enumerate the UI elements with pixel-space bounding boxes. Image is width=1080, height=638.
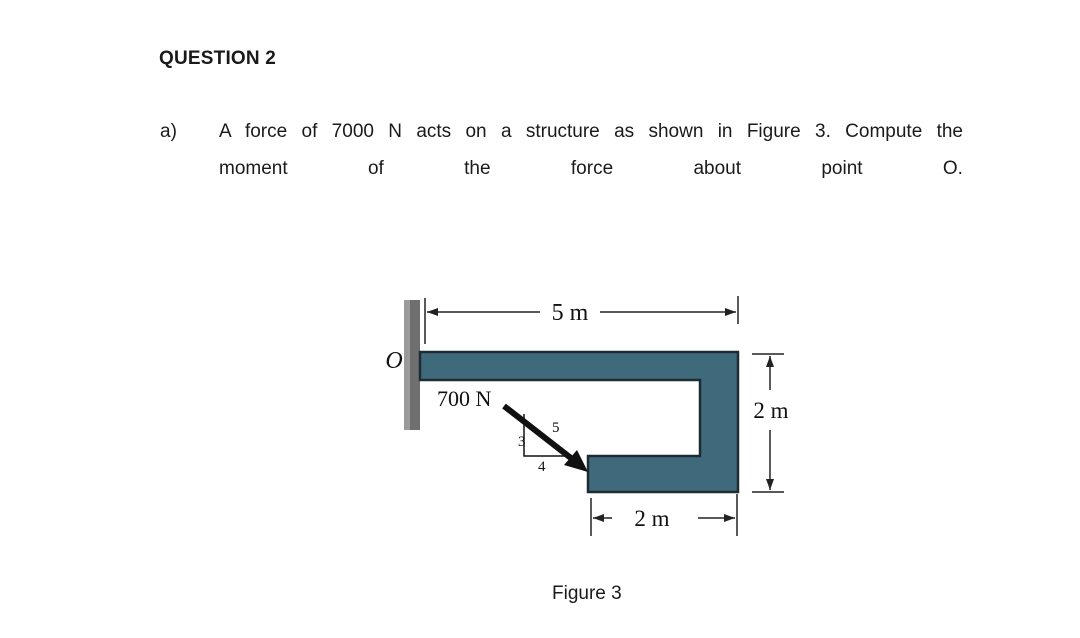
- bent-bar-structure: [420, 352, 738, 492]
- top-dimension-label: 5 m: [551, 300, 589, 326]
- bottom-dimension-label: 2 m: [634, 506, 670, 531]
- word: of: [367, 158, 384, 179]
- slope-run-label: 4: [538, 459, 546, 475]
- point-o-label: O: [385, 348, 403, 374]
- dim-arrowhead: [724, 514, 735, 522]
- word: about: [693, 158, 742, 179]
- wall-hatch: [404, 300, 410, 430]
- question-title: QUESTION 2: [159, 48, 277, 69]
- word: force: [570, 158, 614, 179]
- problem-text-line-2: [219, 158, 963, 180]
- dim-arrowhead: [725, 308, 736, 316]
- height-dimension-label: 2 m: [753, 398, 789, 423]
- force-label: 700 N: [437, 386, 492, 411]
- structure-figure: [380, 280, 800, 560]
- figure-caption: Figure 3: [552, 583, 622, 604]
- part-label: a): [160, 121, 177, 142]
- word: point: [821, 158, 863, 179]
- word: O.: [942, 158, 963, 179]
- force-arrow-shaft: [504, 406, 576, 462]
- dim-arrowhead: [766, 356, 774, 367]
- problem-text-line-1: A force of 7000 N acts on a structure as shown in Figure 3. Compute the: [219, 121, 963, 142]
- slope-hyp-label: 5: [552, 420, 560, 436]
- word: the: [464, 158, 491, 179]
- dim-arrowhead: [427, 308, 438, 316]
- dim-arrowhead: [766, 479, 774, 490]
- dim-arrowhead: [593, 514, 604, 522]
- word: moment: [219, 158, 288, 179]
- slope-rise-label: 3: [518, 434, 526, 450]
